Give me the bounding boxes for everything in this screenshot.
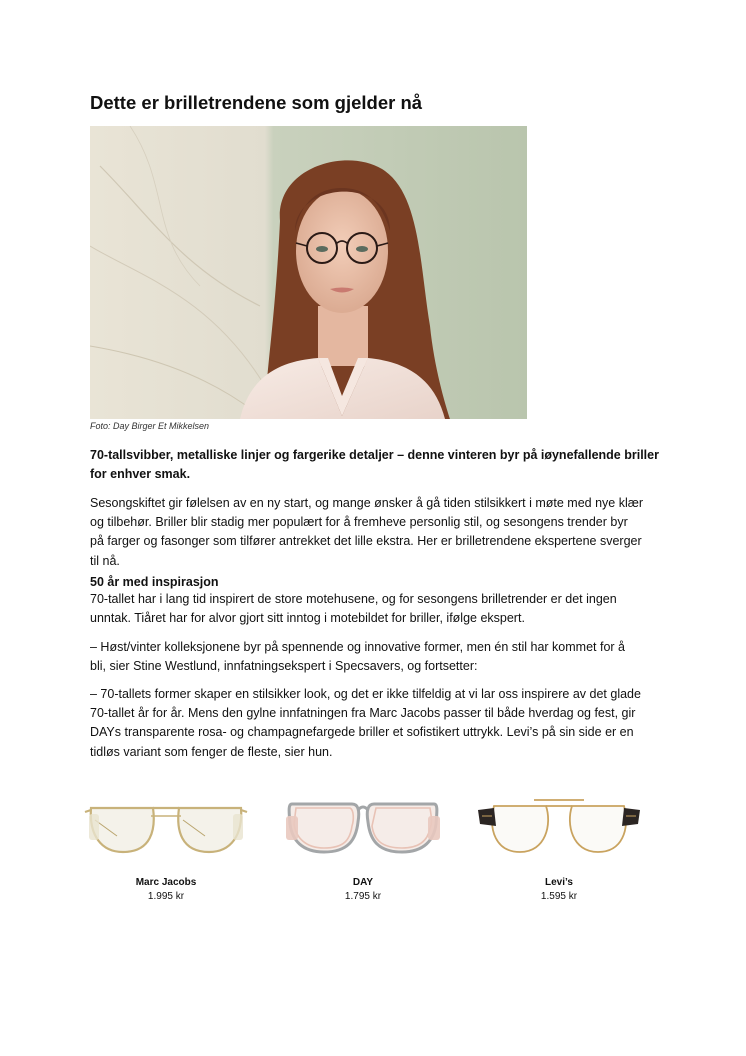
article-title: Dette er brilletrendene som gjelder nå bbox=[90, 92, 423, 113]
quote-line: 70-tallet år for år. Mens den gylne innfatningen fra Marc Jacobs passer til både hverdag og fest, gir bbox=[90, 706, 636, 721]
intro-paragraph bbox=[90, 494, 660, 571]
quote-line: bli, sier Stine Westlund, innfatningsekspert i Specsavers, og fortsetter: bbox=[90, 659, 478, 674]
glasses-transparent-pink-image bbox=[278, 790, 448, 865]
quote-line: tidløs variant som fenger de fleste, sier hun. bbox=[90, 744, 333, 759]
section-line: 70-tallet har i lang tid inspirert de store motehusene, og for sesongens brilletrender er det ingen bbox=[90, 592, 617, 606]
section-paragraph bbox=[90, 590, 660, 628]
glasses-aviator-gold-image bbox=[81, 790, 251, 865]
quote-line: DAYs transparente rosa- og champagnefargede briller et sofistikert uttrykk. Levi’s på sin side er en bbox=[90, 725, 634, 740]
section-line: unntak. Tiåret har for alvor gjort sitt inntog i motebildet for briller, ifølge ekspert. bbox=[90, 611, 525, 626]
lead-line: 70-tallsvibber, metalliske linjer og fargerike detaljer – denne vinteren byr på iøynefallende briller bbox=[90, 448, 659, 462]
product-day[interactable] bbox=[278, 790, 448, 902]
photo-caption: Foto: Day Birger Et Mikkelsen bbox=[90, 421, 210, 431]
product-price: 1.795 kr bbox=[344, 891, 382, 902]
product-price: 1.595 kr bbox=[540, 891, 578, 902]
article-lead bbox=[90, 446, 660, 484]
quote-line: – 70-tallets former skaper en stilsikker look, og det er ikke tilfeldig at vi lar oss inspirere av det glade bbox=[90, 687, 641, 701]
intro-line: til nå. bbox=[90, 553, 120, 568]
quote-paragraph-2 bbox=[90, 685, 660, 762]
product-name: DAY bbox=[352, 877, 374, 888]
product-marc-jacobs[interactable] bbox=[81, 790, 251, 902]
section-heading: 50 år med inspirasjon bbox=[90, 575, 219, 589]
intro-line: Sesongskiftet gir følelsen av en ny start, og mange ønsker å gå tiden stilsikkert i møte med nye klær bbox=[90, 496, 644, 510]
quote-paragraph-1 bbox=[90, 638, 660, 676]
product-price: 1.995 kr bbox=[147, 891, 185, 902]
woman-with-glasses-photo bbox=[90, 126, 527, 419]
product-name: Marc Jacobs bbox=[135, 877, 197, 888]
product-name: Levi’s bbox=[545, 877, 573, 888]
product-levis[interactable] bbox=[474, 790, 644, 902]
lead-line: for enhver smak. bbox=[90, 467, 191, 482]
quote-line: – Høst/vinter kolleksjonene byr på spennende og innovative former, men én stil har kommet for å bbox=[90, 640, 625, 654]
glasses-round-gold-image bbox=[474, 790, 644, 865]
intro-line: på farger og fasonger som tilfører antrekket det lille ekstra. Her er brilletrendene ekspertene sverger bbox=[90, 534, 642, 549]
hero-photo bbox=[90, 126, 527, 419]
intro-line: og tilbehør. Briller blir stadig mer populært for å fremheve personlig stil, og sesongens trender byr bbox=[90, 515, 628, 530]
